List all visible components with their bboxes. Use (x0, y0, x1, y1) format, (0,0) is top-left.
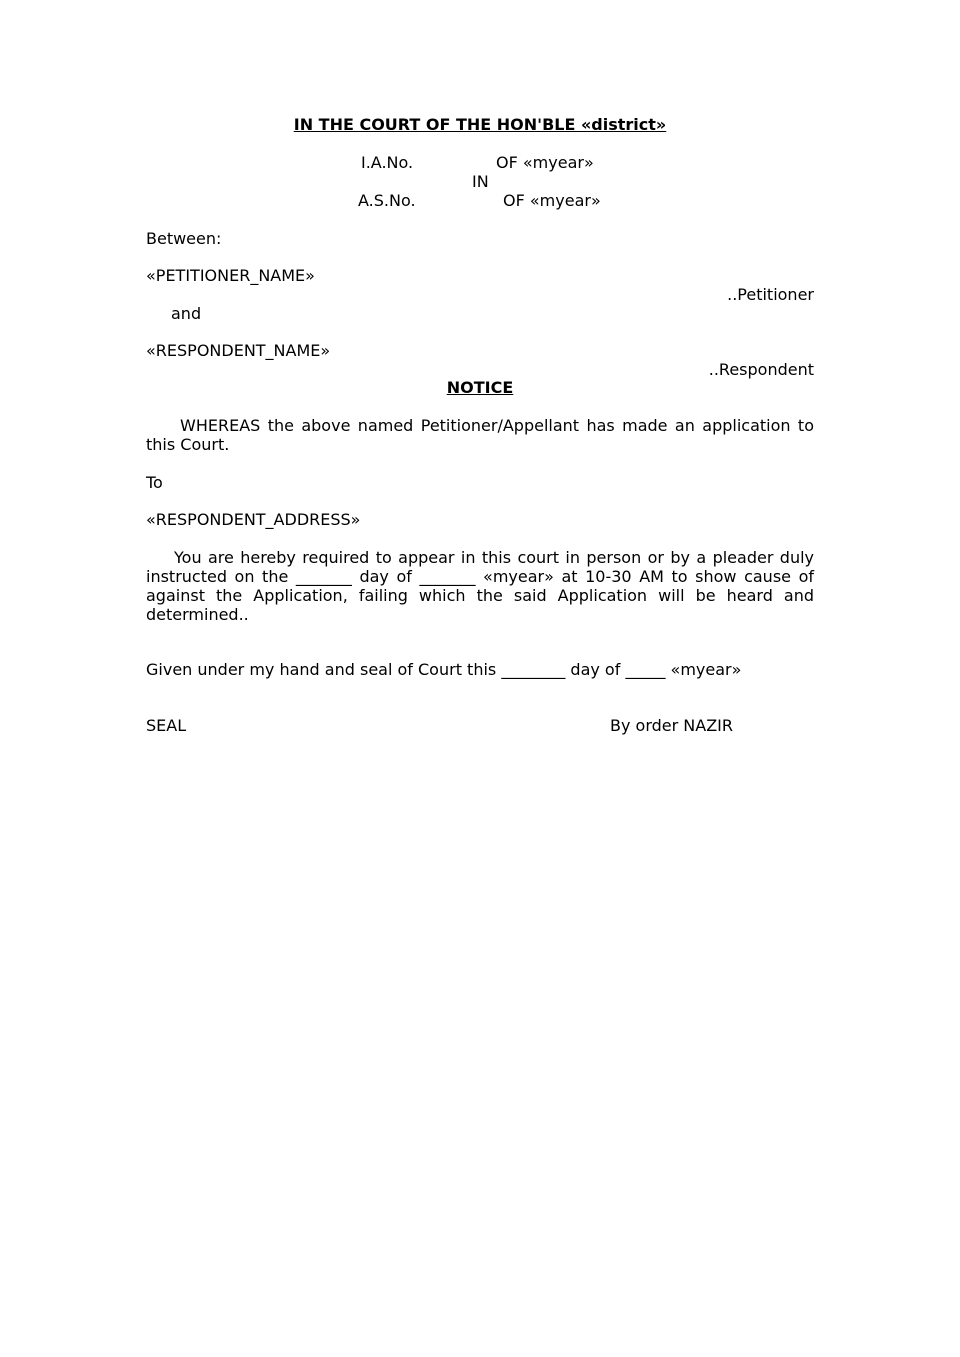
to-label: To (146, 473, 163, 492)
respondent-role: ..Respondent (708, 360, 814, 379)
whereas-paragraph: WHEREAS the above named Petitioner/Appellant has made an application to this Court. (146, 416, 814, 454)
in-label: IN (472, 172, 489, 191)
between-label: Between: (146, 229, 222, 248)
as-number-label: A.S.No. (358, 191, 416, 210)
by-order-label: By order NAZIR (610, 716, 733, 735)
court-title: IN THE COURT OF THE HON'BLE «district» (293, 115, 667, 134)
given-under-hand-line: Given under my hand and seal of Court this ________ day of _____ «myear» (146, 660, 742, 679)
seal-label: SEAL (146, 716, 187, 735)
ia-number-label: I.A.No. (361, 153, 414, 172)
ia-year-label: OF «myear» (496, 153, 594, 172)
petitioner-role: ..Petitioner (727, 285, 814, 304)
summons-paragraph: You are hereby required to appear in this court in person or by a pleader duly instructed on the _______ day of _______ «myear» at 10-30 AM to show cause of against the Application, failing which the said Application will be heard and determined.. (146, 548, 814, 624)
and-label: and (171, 304, 202, 323)
petitioner-name: «PETITIONER_NAME» (146, 266, 315, 285)
respondent-address: «RESPONDENT_ADDRESS» (146, 510, 361, 529)
as-year-label: OF «myear» (503, 191, 601, 210)
notice-heading: NOTICE (446, 378, 514, 397)
respondent-name: «RESPONDENT_NAME» (146, 341, 331, 360)
